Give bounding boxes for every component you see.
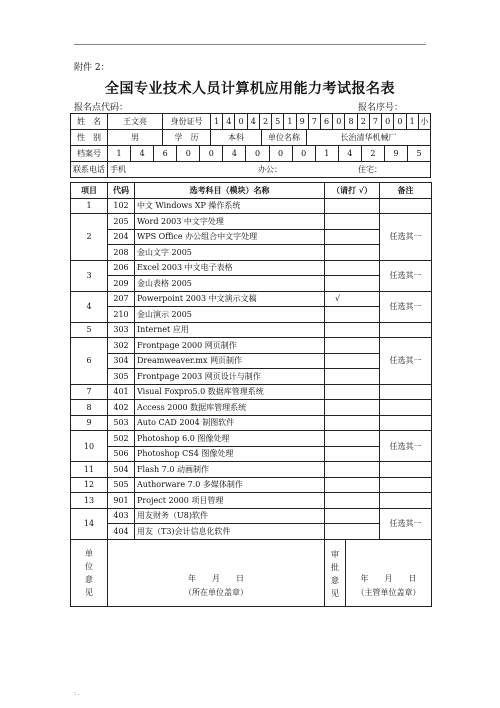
phone-label: 联系电话 — [71, 162, 108, 178]
note-cell — [380, 493, 432, 509]
table-row — [71, 229, 432, 245]
subject-code: 901 — [108, 493, 135, 509]
archive-digit: 0 — [246, 146, 269, 161]
corner-dot: . — [424, 38, 426, 45]
item-number: 6 — [71, 338, 108, 385]
archive-label: 档案号 — [71, 146, 108, 162]
item-number: 3 — [71, 260, 108, 291]
name-field[interactable]: 王文亮 — [108, 114, 163, 130]
item-number: 2 — [71, 214, 108, 261]
subject-name: Internet 应用 — [135, 322, 325, 338]
id-digit: 5 — [272, 114, 284, 129]
gender-label: 性 别 — [71, 130, 108, 146]
id-digit: 1 — [211, 114, 223, 129]
archive-digit: 1 — [316, 146, 339, 161]
site-code-label: 报名点代码： — [74, 103, 129, 113]
subject-code: 502 — [108, 431, 135, 447]
table-row — [71, 307, 432, 323]
item-number: 7 — [71, 384, 108, 400]
table-row — [71, 353, 432, 369]
archive-digit: 2 — [362, 146, 385, 161]
table-row — [71, 322, 432, 338]
table-row — [71, 524, 432, 540]
unit-label: 单位名称 — [262, 130, 307, 145]
check-cell[interactable] — [325, 276, 380, 292]
id-digit: 4 — [223, 114, 235, 129]
check-cell[interactable] — [325, 322, 380, 338]
id-digit: 2 — [358, 114, 370, 129]
archive-digit: 0 — [270, 146, 293, 161]
id-digit: 1 — [407, 114, 419, 129]
table-row — [71, 477, 432, 493]
subject-name: Excel 2003 中文电子表格 — [135, 260, 325, 276]
subject-name: Photoshop CS4 图像处理 — [135, 446, 325, 462]
subject-code: 208 — [108, 245, 135, 261]
subject-code: 504 — [108, 462, 135, 478]
table-row — [71, 431, 432, 447]
subject-code: 401 — [108, 384, 135, 400]
unit-opinion-label: 单 位 意 见 — [71, 539, 108, 606]
phone-row — [71, 162, 431, 178]
table-row — [71, 245, 432, 261]
approval-label: 审 批 意 见 — [325, 540, 346, 606]
check-cell[interactable] — [325, 477, 380, 493]
subject-code: 503 — [108, 415, 135, 431]
note-cell: 任选其一 — [380, 260, 432, 291]
check-cell[interactable] — [325, 245, 380, 261]
subject-name: 用友（T3)会计信息化软件 — [135, 524, 325, 540]
id-digit: 0 — [333, 114, 345, 129]
check-cell[interactable] — [325, 260, 380, 276]
note-cell: 任选其一 — [380, 431, 432, 462]
subject-name: Authorware 7.0 多媒体制作 — [135, 477, 325, 493]
archive-digit: 4 — [223, 146, 246, 161]
id-digit: 小 — [420, 117, 429, 126]
check-cell[interactable] — [325, 400, 380, 416]
check-cell[interactable] — [325, 307, 380, 323]
subject-name: 金山文字 2005 — [135, 245, 325, 261]
archive-digit: 9 — [385, 146, 408, 161]
subject-name: Powerpoint 2003 中文演示文稿 — [135, 291, 325, 307]
note-cell: 任选其一 — [380, 338, 432, 385]
header-item: 项目 — [71, 183, 108, 199]
subject-name: 中文 Windows XP 操作系统 — [135, 198, 325, 214]
note-cell — [380, 384, 432, 400]
subject-code: 210 — [108, 307, 135, 323]
subject-name: Access 2000 数据库管理系统 — [135, 400, 325, 416]
gender-field[interactable]: 男 — [108, 130, 163, 146]
footer-mark: : . — [74, 690, 80, 697]
check-cell[interactable] — [325, 508, 380, 524]
approval-field[interactable] — [346, 540, 431, 606]
table-row — [71, 369, 432, 385]
unit-field[interactable]: 长治清华机械厂 — [340, 133, 397, 142]
note-cell — [380, 322, 432, 338]
signature-row — [71, 539, 432, 606]
edu-label: 学 历 — [163, 130, 211, 146]
check-cell[interactable] — [325, 369, 380, 385]
check-cell[interactable] — [325, 353, 380, 369]
table-row — [71, 508, 432, 524]
id-digit: 0 — [394, 114, 406, 129]
subject-table — [70, 182, 432, 607]
subject-code: 305 — [108, 369, 135, 385]
note-cell — [380, 198, 432, 214]
subject-code: 204 — [108, 229, 135, 245]
subject-code: 209 — [108, 276, 135, 292]
subject-code: 505 — [108, 477, 135, 493]
info-table — [70, 113, 431, 178]
header-subject: 选考科目（模块）名称 — [135, 183, 325, 199]
note-cell — [380, 415, 432, 431]
table-row — [71, 214, 432, 230]
archive-digit: 4 — [131, 146, 154, 161]
subject-name: Flash 7.0 动画制作 — [135, 462, 325, 478]
id-digit: 2 — [260, 114, 272, 129]
table-row — [71, 338, 432, 354]
item-number: 8 — [71, 400, 108, 416]
name-row — [71, 114, 431, 130]
subject-name: 用友财务（U8)软件 — [135, 508, 325, 524]
item-number: 10 — [71, 431, 108, 462]
note-cell — [380, 477, 432, 493]
office-field[interactable]: 办公： — [258, 165, 282, 174]
table-header-row — [71, 183, 432, 199]
note-cell — [380, 462, 432, 478]
subject-name: Auto CAD 2004 制图软件 — [135, 415, 325, 431]
id-label: 身份证号 — [163, 114, 211, 130]
archive-digit: 0 — [200, 146, 223, 161]
subject-name: Project 2000 项目管理 — [135, 493, 325, 509]
id-digit: 8 — [345, 114, 357, 129]
item-number: 13 — [71, 493, 108, 509]
subject-code: 402 — [108, 400, 135, 416]
subject-code: 404 — [108, 524, 135, 540]
subject-code: 403 — [108, 508, 135, 524]
subject-name: 金山演示 2005 — [135, 307, 325, 323]
id-digit: 0 — [235, 114, 247, 129]
name-label: 姓 名 — [71, 114, 108, 130]
subject-code: 302 — [108, 338, 135, 354]
unit-date: 年 月 日 — [188, 573, 244, 583]
approval-date: 年 月 日 — [360, 573, 417, 583]
edu-field[interactable]: 本科 — [211, 130, 262, 145]
subject-code: 506 — [108, 446, 135, 462]
check-cell[interactable] — [325, 431, 380, 447]
subject-name: Frontpage 2003 网页设计与制作 — [135, 369, 325, 385]
subject-name: 金山表格 2005 — [135, 276, 325, 292]
check-cell[interactable] — [325, 446, 380, 462]
gender-row — [71, 130, 431, 146]
item-number: 14 — [71, 508, 108, 539]
subject-code: 102 — [108, 198, 135, 214]
table-row — [71, 493, 432, 509]
table-row — [71, 462, 432, 478]
archive-row — [71, 146, 431, 162]
approval-seal: （主管单位盖章） — [356, 587, 421, 597]
item-number: 5 — [71, 322, 108, 338]
attachment-label: 附件 2： — [74, 63, 110, 73]
note-cell — [380, 400, 432, 416]
archive-digit: 4 — [339, 146, 362, 161]
subject-name: Frontpage 2000 网页制作 — [135, 338, 325, 354]
table-row — [71, 400, 432, 416]
unit-opinion-field[interactable] — [108, 539, 325, 606]
item-number: 1 — [71, 198, 108, 214]
check-cell[interactable] — [325, 229, 380, 245]
serial-label: 报名序号： — [358, 103, 404, 113]
header-check: （请打 √） — [325, 183, 380, 199]
archive-digit: 6 — [154, 146, 177, 161]
item-number: 4 — [71, 291, 108, 322]
page-title: 全国专业技术人员计算机应用能力考试报名表 — [105, 81, 395, 97]
table-row — [71, 446, 432, 462]
check-cell[interactable] — [325, 198, 380, 214]
check-cell[interactable] — [325, 338, 380, 354]
item-number: 9 — [71, 415, 108, 431]
unit-seal: （所在单位盖章） — [184, 587, 248, 597]
id-digit: 7 — [309, 114, 321, 129]
check-cell[interactable] — [325, 415, 380, 431]
id-number-field[interactable] — [211, 114, 430, 129]
subject-name: Dreamweaver.mx 网页制作 — [135, 353, 325, 369]
top-rule — [74, 44, 426, 45]
note-cell: 任选其一 — [380, 508, 432, 539]
table-row — [71, 198, 432, 214]
subject-name: Visual Foxpro5.0 数据库管理系统 — [135, 384, 325, 400]
subject-code: 206 — [108, 260, 135, 276]
header-note: 备注 — [380, 183, 432, 199]
check-cell[interactable] — [325, 493, 380, 509]
item-number: 11 — [71, 462, 108, 478]
note-cell: 任选其一 — [380, 214, 432, 261]
id-digit: 4 — [248, 114, 260, 129]
archive-digit: 1 — [108, 146, 131, 161]
subject-name: WPS Office 办公组合中文字处理 — [135, 229, 325, 245]
table-row — [71, 291, 432, 307]
table-row — [71, 384, 432, 400]
home-field[interactable]: 住宅： — [358, 165, 382, 174]
check-cell[interactable] — [325, 524, 380, 540]
archive-digit: 0 — [293, 146, 316, 161]
archive-digit: 5 — [416, 149, 422, 158]
subject-code: 205 — [108, 214, 135, 230]
archive-digit: 0 — [177, 146, 200, 161]
subject-name: Word 2003 中文字处理 — [135, 214, 325, 230]
subject-code: 304 — [108, 353, 135, 369]
subject-name: Photoshop 6.0 图像处理 — [135, 431, 325, 447]
subject-code: 303 — [108, 322, 135, 338]
id-digit: 7 — [370, 114, 382, 129]
check-cell[interactable] — [325, 384, 380, 400]
archive-number-field[interactable] — [108, 146, 430, 161]
check-cell[interactable] — [325, 462, 380, 478]
table-row — [71, 415, 432, 431]
id-digit: 9 — [297, 114, 309, 129]
item-number: 12 — [71, 477, 108, 493]
id-digit: 6 — [321, 114, 333, 129]
note-cell: 任选其一 — [380, 291, 432, 322]
check-cell[interactable]: √ — [325, 291, 380, 307]
header-code: 代码 — [108, 183, 135, 199]
subject-code: 207 — [108, 291, 135, 307]
check-cell[interactable] — [325, 214, 380, 230]
table-row — [71, 260, 432, 276]
id-digit: 0 — [382, 114, 394, 129]
table-row — [71, 276, 432, 292]
mobile-field[interactable]: 手机 — [110, 165, 126, 174]
id-digit: 1 — [284, 114, 296, 129]
